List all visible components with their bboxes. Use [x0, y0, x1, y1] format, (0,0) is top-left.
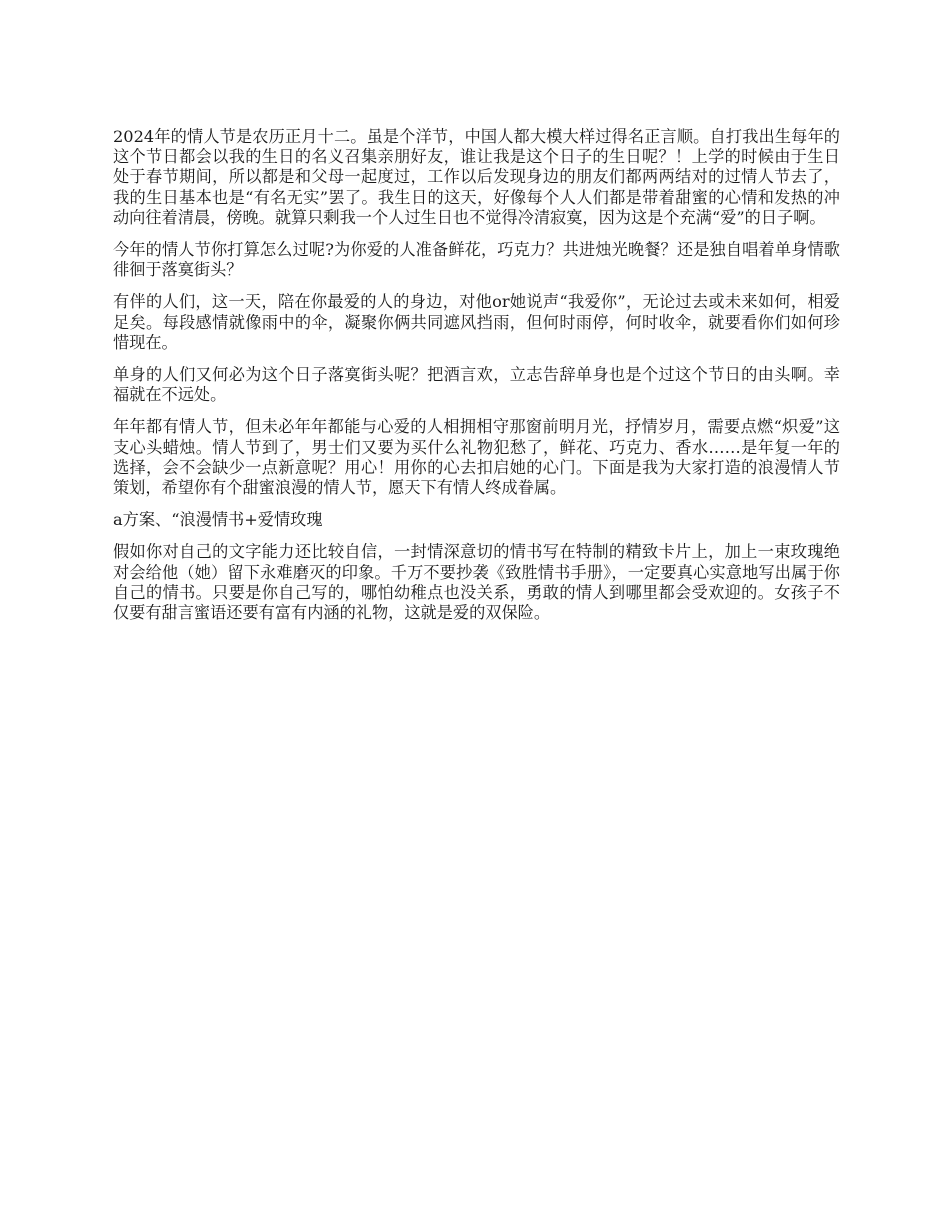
paragraph-how-to-spend: 今年的情人节你打算怎么过呢?为你爱的人准备鲜花，巧克力？共进烛光晚餐？还是独自唱着单身情歌徘徊于落寞街头？: [113, 240, 840, 280]
plan-a-heading: a方案、“浪漫情书+爱情玫瑰: [113, 510, 323, 530]
paragraph-birthday-intro: 2024年的情人节是农历正月十二。虽是个洋节，中国人都大模大样过得名正言顺。自打我出生每年的这个节日都会以我的生日的名义召集亲朋好友，谁让我是这个日子的生日呢？！上学的时候由于生日处于春节期间，所以都是和父母一起度过，工作以后发现身边的朋友们都两两结对的过情人节去了，我的生日基本也是“有名无实”罢了。我生日的这天，好像每个人人们都是带着甜蜜的心情和发热的冲动向往着清晨，傍晚。就算只剩我一个人过生日也不觉得冷清寂寞，因为这是个充满“爱”的日子啊。: [113, 127, 840, 227]
document-body: [113, 127, 840, 635]
paragraph-gift-ideas: 年年都有情人节，但未必年年都能与心爱的人相拥相守那窗前明月光，抒情岁月，需要点燃“炽爱”这支心头蜡烛。情人节到了，男士们又要为买什么礼物犯愁了，鲜花、巧克力、香水……是年复一年的选择，会不会缺少一点新意呢？用心！用你的心去扣启她的心门。下面是我为大家打造的浪漫情人节策划，希望你有个甜蜜浪漫的情人节，愿天下有情人终成眷属。: [113, 417, 840, 498]
paragraph-couples: 有伴的人们，这一天，陪在你最爱的人的身边，对他or她说声“我爱你”，无论过去或未来如何，相爱足矣。每段感情就像雨中的伞，凝聚你俩共同遮风挡雨，但何时雨停，何时收伞，就要看你们如何珍惜现在。: [113, 292, 840, 352]
paragraph-singles: 单身的人们又何必为这个日子落寞街头呢？把酒言欢，立志告辞单身也是个过这个节日的由头啊。幸福就在不远处。: [113, 365, 840, 405]
paragraph-love-letter: 假如你对自己的文字能力还比较自信，一封情深意切的情书写在特制的精致卡片上，加上一束玫瑰绝对会给他（她）留下永难磨灭的印象。千万不要抄袭《致胜情书手册》，一定要真心实意地写出属于你自己的情书。只要是你自己写的，哪怕幼稚点也没关系，勇敢的情人到哪里都会受欢迎的。女孩子不仅要有甜言蜜语还要有富有内涵的礼物，这就是爱的双保险。: [113, 542, 840, 623]
